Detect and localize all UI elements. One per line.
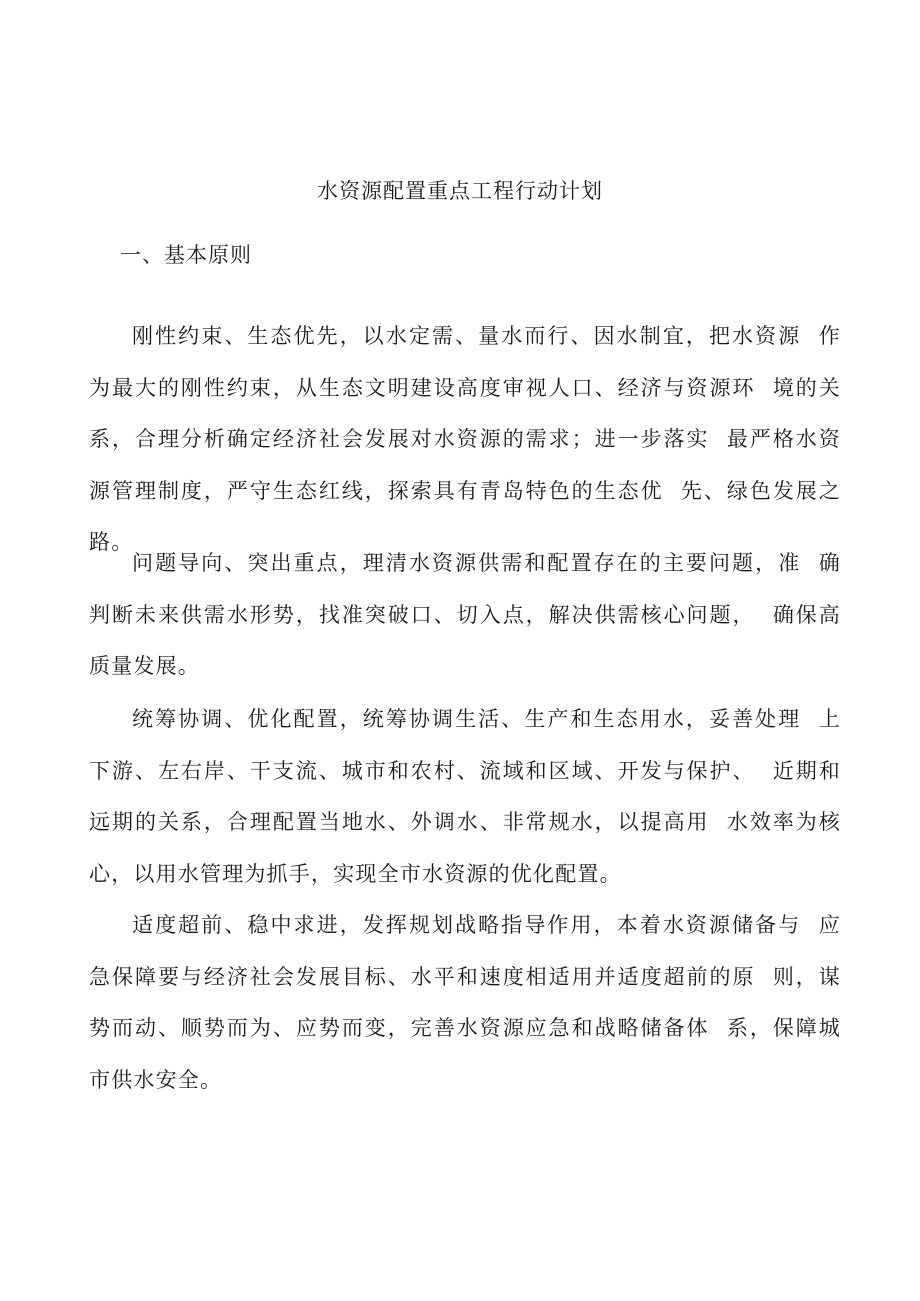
paragraph-line: 心，以用水管理为抓手，实现全市水资源的优化配置。 bbox=[89, 861, 622, 886]
paragraph-line: 为最大的刚性约束，从生态文明建设高度审视人口、经济与资源环 境的关 bbox=[89, 375, 841, 400]
paragraph-problem-oriented bbox=[89, 538, 841, 693]
paragraph-line: 急保障要与经济社会发展目标、水平和速度相适用并适度超前的原 则，谋 bbox=[89, 964, 841, 989]
paragraph-coordination bbox=[89, 694, 841, 900]
paragraph-line: 适度超前、稳中求进，发挥规划战略指导作用，本着水资源储备与 应 bbox=[132, 913, 841, 937]
paragraph-line: 势而动、顺势而为、应势而变，完善水资源应急和战略储备体 系，保障城 bbox=[89, 1016, 841, 1040]
paragraph-line: 判断未来供需水形势，找准突破口、切入点，解决供需核心问题， 确保高 bbox=[89, 602, 841, 627]
paragraph-line: 质量发展。 bbox=[89, 654, 200, 678]
paragraph-line: 统筹协调、优化配置，统筹协调生活、生产和生态用水，妥善处理 上 bbox=[132, 707, 841, 731]
paragraph-line: 源管理制度，严守生态红线，探索具有青岛特色的生态优 先、绿色发展之 bbox=[89, 478, 841, 503]
paragraph-line: 问题导向、突出重点，理清水资源供需和配置存在的主要问题，准 确 bbox=[132, 551, 841, 575]
section-heading: 一、基本原则 bbox=[120, 243, 252, 267]
paragraph-line: 刚性约束、生态优先，以水定需、量水而行、因水制宜，把水资源 作 bbox=[132, 324, 841, 348]
document-title: 水资源配置重点工程行动计划 bbox=[317, 179, 603, 203]
paragraph-line: 市供水安全。 bbox=[89, 1067, 223, 1092]
paragraph-rigid-constraint bbox=[89, 311, 841, 569]
paragraph-line: 路。 bbox=[89, 530, 134, 554]
paragraph-line: 远期的关系，合理配置当地水、外调水、非常规水，以提高用 水效率为核 bbox=[89, 810, 841, 834]
paragraph-moderate-advance bbox=[89, 900, 841, 1106]
paragraph-line: 系，合理分析确定经济社会发展对水资源的需求；进一步落实 最严格水资 bbox=[89, 427, 841, 451]
paragraph-line: 下游、左右岸、干支流、城市和农村、流域和区域、开发与保护、 近期和 bbox=[89, 758, 841, 783]
